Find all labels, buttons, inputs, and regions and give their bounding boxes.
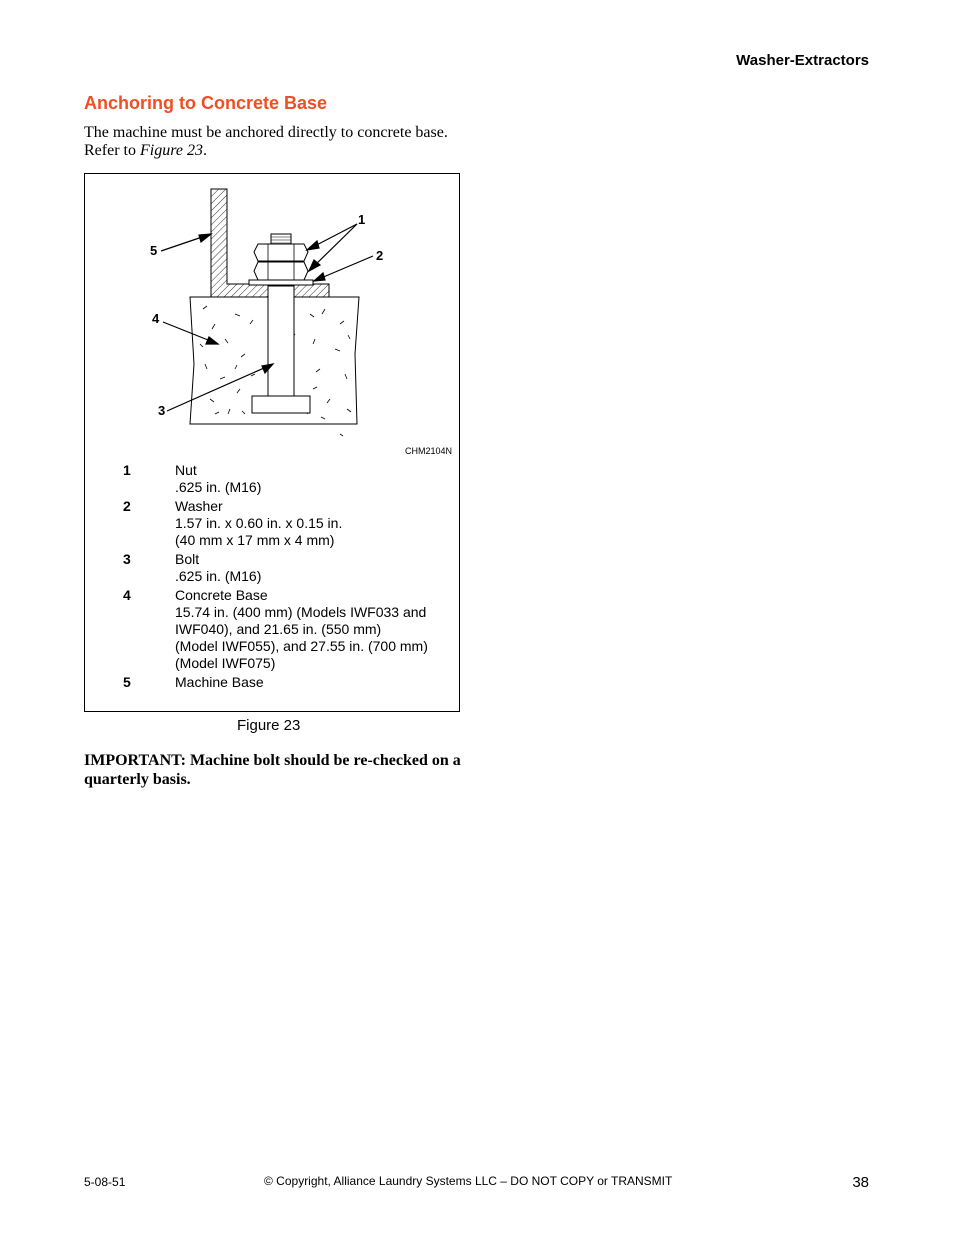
legend-number: 3 xyxy=(123,551,131,567)
intro-paragraph xyxy=(84,124,464,160)
footer-copyright: © Copyright, Alliance Laundry Systems LLC – DO NOT COPY or TRANSMIT xyxy=(264,1174,673,1188)
legend-line: .625 in. (M16) xyxy=(175,479,262,495)
legend-line: IWF040), and 21.65 in. (550 mm) xyxy=(175,621,382,637)
running-header: Washer-Extractors xyxy=(736,52,869,69)
legend-line: Washer xyxy=(175,498,223,514)
legend-line: (Model IWF055), and 27.55 in. (700 mm) xyxy=(175,638,428,654)
legend-item xyxy=(123,551,443,585)
important-note: IMPORTANT: Machine bolt should be re-checked on a quarterly basis. xyxy=(84,752,461,788)
intro-text: The machine must be anchored directly to concrete base. Refer to xyxy=(84,124,448,159)
figure-code: CHM2104N xyxy=(404,446,452,456)
legend-line: Nut xyxy=(175,462,197,478)
legend-number: 1 xyxy=(123,462,131,478)
callout-3: 3 xyxy=(158,403,166,418)
figure-reference: Figure 23 xyxy=(139,142,203,159)
figure-caption: Figure 23 xyxy=(237,717,301,734)
nut-lower xyxy=(254,262,308,280)
legend-line: (40 mm x 17 mm x 4 mm) xyxy=(175,532,335,548)
legend-line: (Model IWF075) xyxy=(175,655,276,671)
callout-2: 2 xyxy=(376,248,384,263)
legend-item xyxy=(123,462,443,496)
washer xyxy=(249,280,313,285)
figure-legend xyxy=(123,462,443,693)
figure-box xyxy=(84,173,460,712)
legend-line: .625 in. (M16) xyxy=(175,568,262,584)
legend-line: 15.74 in. (400 mm) (Models IWF033 and xyxy=(175,604,427,620)
callout-1: 1 xyxy=(358,212,366,227)
nut-upper xyxy=(254,244,308,261)
footer-doc-number: 5-08-51 xyxy=(84,1175,126,1189)
legend-item xyxy=(123,587,443,672)
legend-line: Concrete Base xyxy=(175,587,268,603)
legend-item xyxy=(123,674,443,691)
legend-line: Machine Base xyxy=(175,674,264,690)
page-number: 38 xyxy=(852,1174,869,1191)
legend-number: 5 xyxy=(123,674,131,690)
legend-line: Bolt xyxy=(175,551,200,567)
section-title: Anchoring to Concrete Base xyxy=(84,93,328,113)
intro-end: . xyxy=(202,142,207,159)
anchor-bolt-diagram xyxy=(85,174,459,464)
legend-item xyxy=(123,498,443,549)
callout-4: 4 xyxy=(152,311,160,326)
legend-number: 4 xyxy=(123,587,131,603)
legend-number: 2 xyxy=(123,498,131,514)
legend-line: 1.57 in. x 0.60 in. x 0.15 in. xyxy=(175,515,343,531)
callout-5: 5 xyxy=(150,243,158,258)
